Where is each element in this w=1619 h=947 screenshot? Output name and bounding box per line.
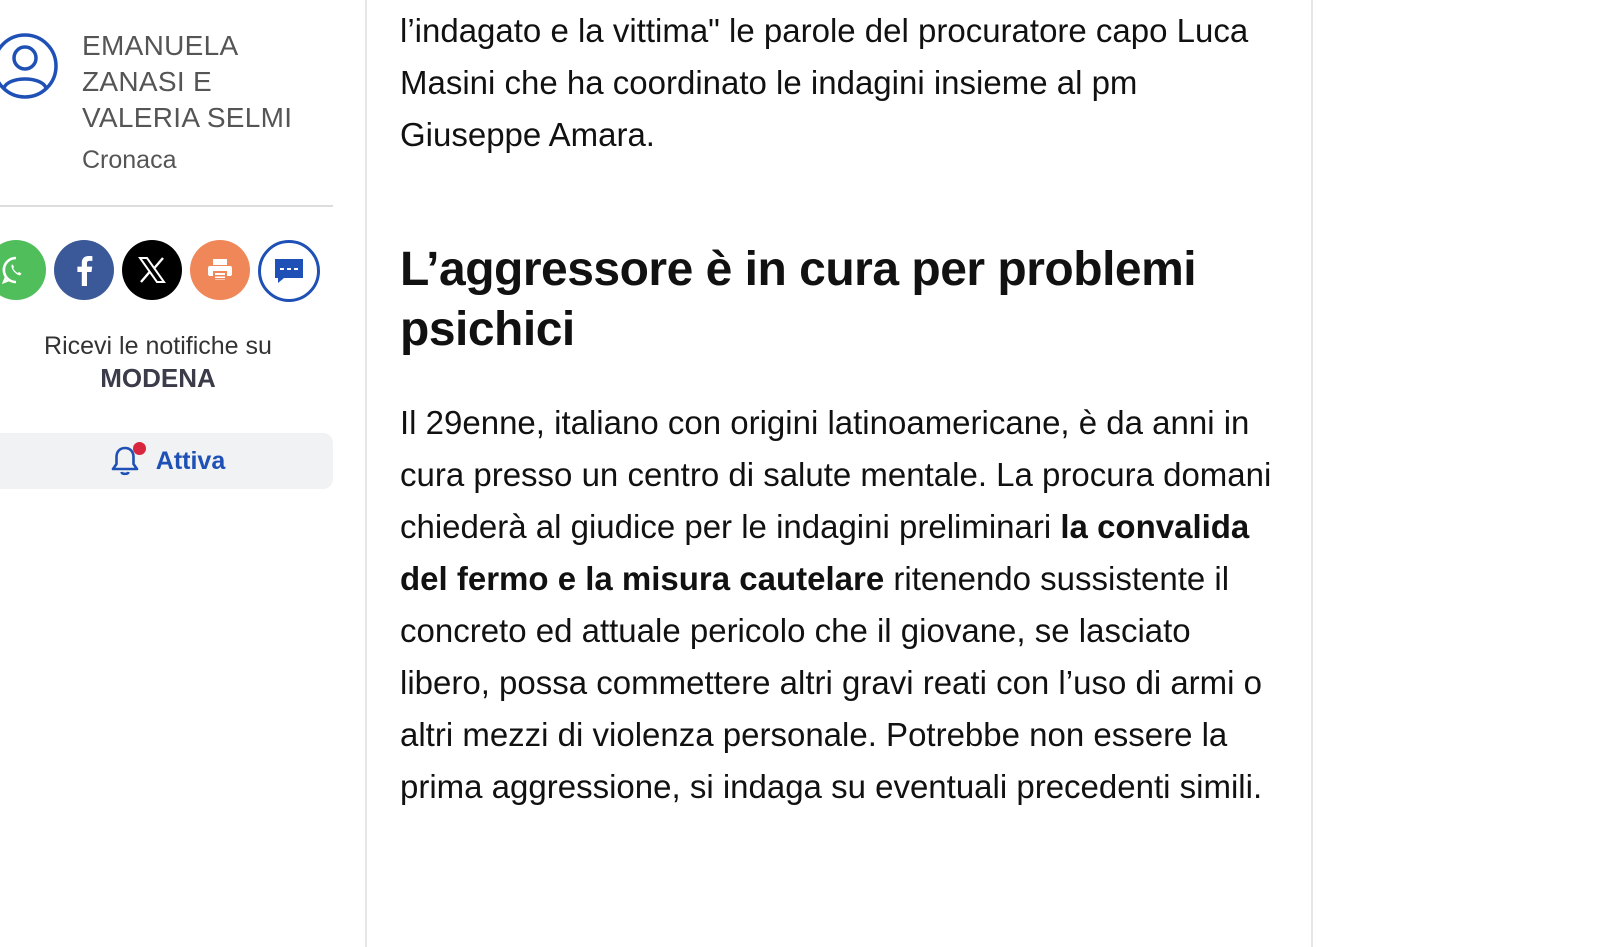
paragraph-text: ritenendo sussistente il concreto ed attuale pericolo che il giovane, se lasciato libero, possa commettere altri gravi reati con l’uso di armi o altri mezzi di violenza personale. Potrebbe non essere la prima aggressione, si indaga su eventuali precedenti simili. (400, 560, 1263, 805)
notification-badge (133, 442, 146, 455)
facebook-icon (70, 254, 98, 286)
comment-button[interactable] (258, 240, 320, 302)
print-icon (206, 257, 234, 283)
notifications-city: MODENA (100, 363, 216, 393)
article-paragraph: l’indagato e la vittima" le parole del procuratore capo Luca Masini che ha coordinato le indagini insieme al pm Giuseppe Amara. (400, 12, 1249, 153)
column-divider-left (365, 0, 367, 947)
article-subheading: L’aggressore è in cura per problemi psichici (400, 243, 1197, 356)
whatsapp-icon (1, 255, 31, 285)
share-bar (0, 240, 340, 300)
paragraph-text: Il 29enne, italiano con origini latinoamericane, è da anni in cura presso un centro di salute mentale. La procura domani chiederà al giudice per le indagini preliminari (400, 404, 1272, 545)
author-name-line: EMANUELA (82, 30, 239, 61)
bell-icon (108, 444, 142, 478)
activate-notifications-button[interactable] (0, 433, 333, 489)
article-sidebar (0, 0, 340, 947)
print-button[interactable] (190, 240, 250, 300)
notifications-text: Ricevi le notifiche su (44, 332, 272, 360)
x-icon (137, 255, 167, 285)
author-name-line: ZANASI E (82, 66, 212, 97)
author-name[interactable] (82, 28, 332, 136)
author-info (82, 28, 332, 175)
author-name-line: VALERIA SELMI (82, 102, 293, 133)
share-whatsapp-button[interactable] (0, 240, 46, 300)
activate-label: Attiva (155, 446, 226, 475)
section-label[interactable]: Cronaca (82, 146, 177, 174)
divider (0, 205, 333, 207)
share-x-button[interactable] (122, 240, 182, 300)
column-divider-right (1311, 0, 1313, 947)
comment-icon (272, 256, 306, 286)
notifications-prompt (0, 330, 316, 394)
user-icon (0, 30, 58, 102)
article-paragraph (400, 397, 1280, 813)
share-facebook-button[interactable] (54, 240, 114, 300)
paragraph-bold-text: la convalida del fermo e la misura cautelare (400, 508, 1250, 597)
